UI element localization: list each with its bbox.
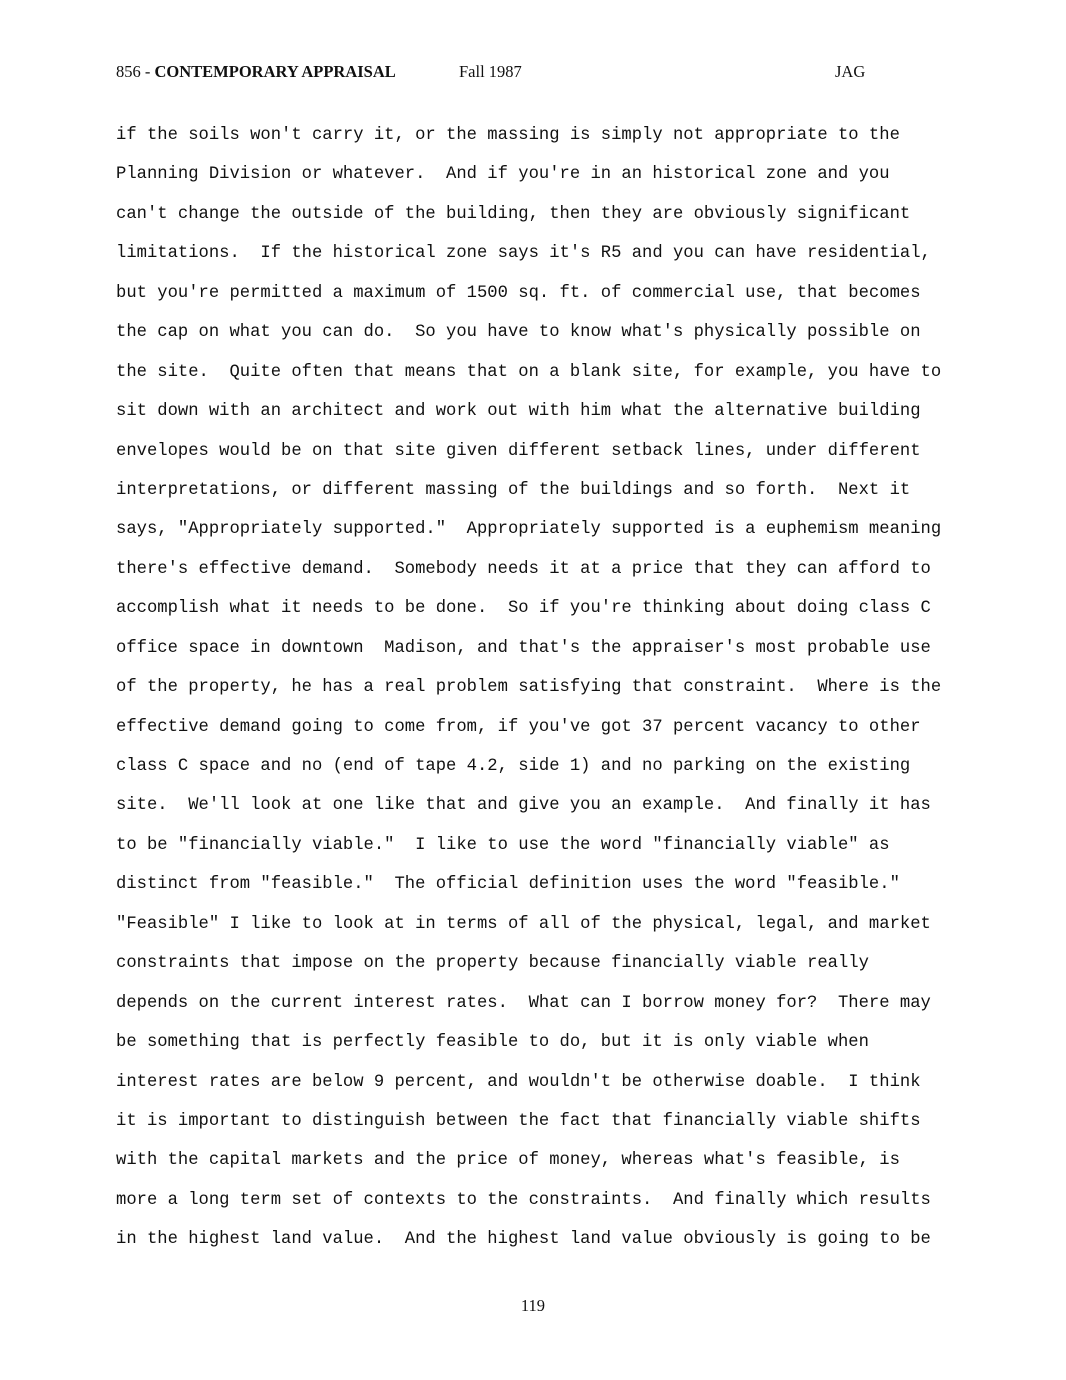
course-title: CONTEMPORARY APPRAISAL — [154, 62, 396, 81]
text-line: class C space and no (end of tape 4.2, side 1) and no parking on the existing — [116, 757, 911, 776]
text-line: there's effective demand. Somebody needs it at a price that they can afford to — [116, 559, 931, 579]
text-line: limitations. If the historical zone says it's R5 and you can have residential, — [116, 244, 931, 264]
text-line: if the soils won't carry it, or the massing is simply not appropriate to the — [116, 126, 900, 145]
text-line: says, "Appropriately supported." Appropriately supported is a euphemism meaning — [116, 520, 942, 540]
text-line: Planning Division or whatever. And if you're in an historical zone and you — [116, 165, 890, 185]
page-number: 119 — [520, 1296, 546, 1315]
text-line: of the property, he has a real problem satisfying that constraint. Where is the — [116, 678, 942, 698]
text-line: to be "financially viable." I like to use the word "financially viable" as — [116, 835, 890, 855]
text-line: depends on the current interest rates. What can I borrow money for? There may — [116, 993, 931, 1013]
text-line: more a long term set of contexts to the constraints. And finally which results — [116, 1190, 931, 1210]
text-line: it is important to distinguish between the fact that financially viable shifts — [116, 1111, 921, 1131]
author-initials: JAG — [835, 62, 866, 81]
text-line: in the highest land value. And the highest land value obviously is going to be — [116, 1230, 931, 1250]
text-line: site. We'll look at one like that and give you an example. And finally it has — [116, 796, 931, 816]
text-line: effective demand going to come from, if you've got 37 percent vacancy to other — [116, 717, 921, 737]
text-line: with the capital markets and the price of money, whereas what's feasible, is — [116, 1151, 900, 1171]
term-label: Fall 1987 — [459, 62, 522, 81]
text-line: the cap on what you can do. So you have to know what's physically possible on — [116, 323, 921, 343]
text-line: envelopes would be on that site given different setback lines, under different — [116, 441, 921, 461]
text-line: be something that is perfectly feasible to do, but it is only viable when — [116, 1033, 869, 1053]
course-code: 856 - — [116, 62, 155, 81]
text-line: sit down with an architect and work out with him what the alternative building — [116, 402, 921, 422]
course-heading — [116, 62, 396, 82]
text-line: constraints that impose on the property because financially viable really — [116, 954, 869, 974]
text-line: interpretations, or different massing of the buildings and so forth. Next it — [116, 480, 911, 500]
transcript-body — [116, 118, 996, 1262]
text-line: but you're permitted a maximum of 1500 sq. ft. of commercial use, that becomes — [116, 283, 921, 303]
text-line: can't change the outside of the building, then they are obviously significant — [116, 204, 911, 224]
text-line: interest rates are below 9 percent, and wouldn't be otherwise doable. I think — [116, 1072, 921, 1092]
text-line: "Feasible" I like to look at in terms of all of the physical, legal, and market — [116, 914, 931, 934]
text-line: the site. Quite often that means that on a blank site, for example, you have to — [116, 362, 942, 382]
text-line: office space in downtown Madison, and that's the appraiser's most probable use — [116, 638, 931, 658]
text-line: distinct from "feasible." The official definition uses the word "feasible." — [116, 875, 900, 895]
page-header — [116, 62, 876, 86]
text-line: accomplish what it needs to be done. So if you're thinking about doing class C — [116, 599, 931, 619]
